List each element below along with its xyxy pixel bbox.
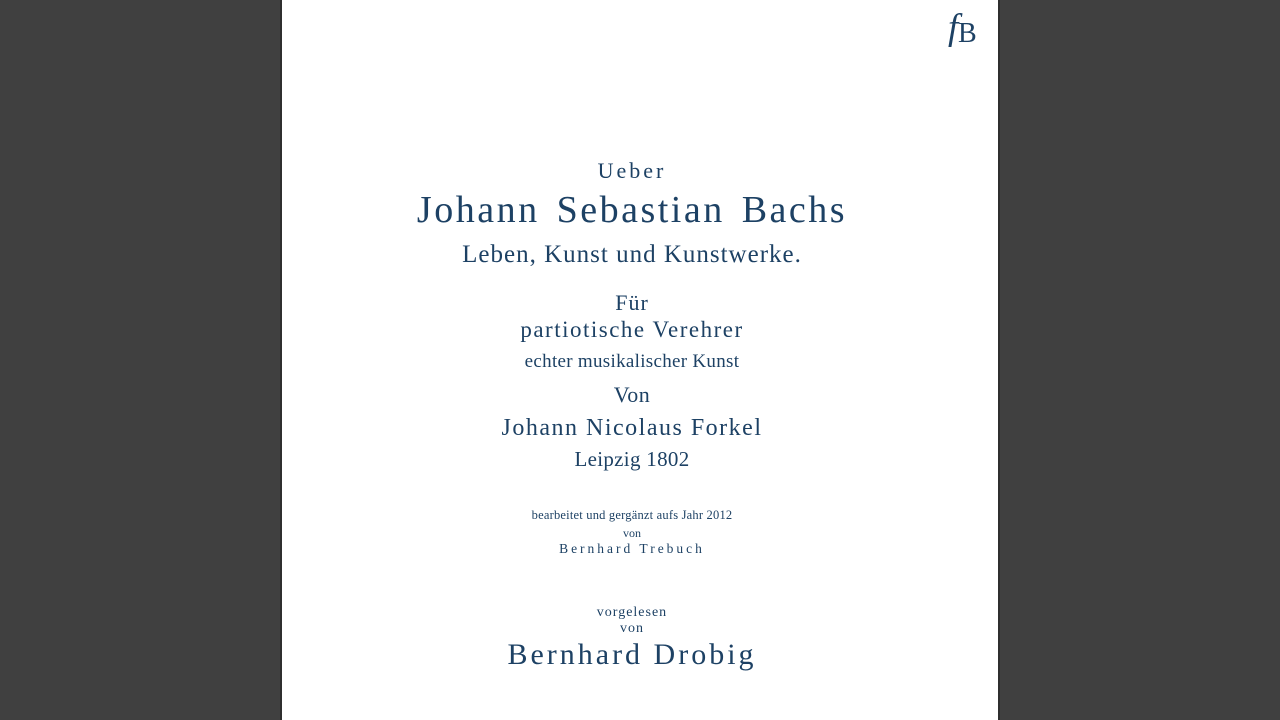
dedication-line-2: echter musikalischer Kunst	[524, 351, 740, 372]
revision-note: bearbeitet und gergänzt aufs Jahr 2012	[531, 508, 733, 522]
letterbox-right	[1000, 0, 1280, 720]
editor-name: Bernhard Trebuch	[559, 541, 705, 556]
book-title-page	[280, 0, 1000, 720]
dedication-fuer: Für	[615, 290, 649, 315]
subtitle: Leben, Kunst und Kunstwerke.	[462, 241, 802, 268]
narrator-name: Bernhard Drobig	[507, 638, 757, 671]
revision-von: von	[623, 526, 641, 540]
narration-label: vorgelesen	[596, 605, 668, 620]
fb-monogram-logo	[948, 7, 980, 64]
narration-von: von	[620, 621, 644, 636]
author-von: Von	[613, 382, 651, 407]
imprint-leipzig-1802: Leipzig 1802	[574, 447, 690, 471]
dedication-line-1: partiotische Verehrer	[520, 317, 744, 342]
author-name: Johann Nicolaus Forkel	[501, 415, 763, 441]
heading-ueber: Ueber	[597, 158, 667, 183]
logo-letter-b: B	[958, 18, 977, 49]
main-title: Johann Sebastian Bachs	[416, 189, 848, 231]
letterbox-left	[0, 0, 280, 720]
logo-letter-f: f	[948, 7, 959, 48]
